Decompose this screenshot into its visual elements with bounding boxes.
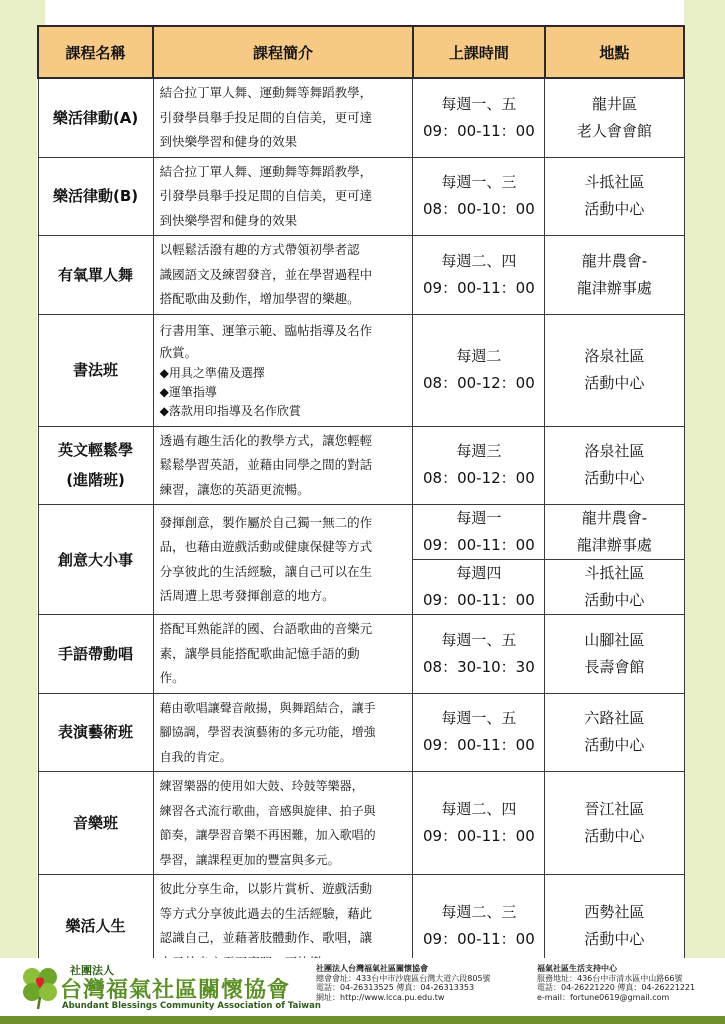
table-row bbox=[38, 772, 684, 875]
header-course-name: 課程名稱 bbox=[38, 26, 153, 78]
class-time: 每週二、四 09：00-11：00 bbox=[413, 236, 545, 315]
class-time: 每週二 08：00-12：00 bbox=[413, 314, 545, 426]
course-name: 表演藝術班 bbox=[38, 693, 153, 772]
class-time: 每週三 08：00-12：00 bbox=[413, 426, 545, 505]
footer-bar bbox=[0, 1016, 725, 1024]
class-time: 每週二、三 09：00-11：00 bbox=[413, 875, 545, 978]
course-name: 音樂班 bbox=[38, 772, 153, 875]
bullet-item: ◆用具之準備及選擇 bbox=[159, 365, 265, 380]
location: 山腳社區 長壽會館 bbox=[545, 615, 684, 694]
location: 洛泉社區 活動中心 bbox=[545, 426, 684, 505]
course-desc: 發揮創意，製作屬於自己獨一無二的作 品，也藉由遊戲活動或健康保健等方式 分享彼此的生活經驗，讓自己可以在生 活周遭上思考發揮創意的地方。 bbox=[153, 505, 413, 615]
table-row bbox=[38, 236, 684, 315]
hq-contact-info: 社團法人台灣福氣社區關懷協會 總會會址：433台中市沙鹿區台灣大道六段805號 電話：04-26313525 傳真：04-26313353 網址：http://www.lcca.pu.edu.tw bbox=[316, 964, 491, 1002]
org-name: 台灣福氣社區關懷協會 bbox=[60, 978, 291, 1003]
course-desc: 結合拉丁單人舞、運動舞等舞蹈教學， 引發學員舉手投足間的自信美，更可達 到快樂學習和健身的效果 bbox=[153, 157, 413, 236]
location: 斗抵社區 活動中心 bbox=[545, 560, 684, 615]
location: 龍井農會- 龍津辦事處 bbox=[545, 236, 684, 315]
table-row bbox=[38, 615, 684, 694]
course-name: 書法班 bbox=[38, 314, 153, 426]
course-name: 有氧單人舞 bbox=[38, 236, 153, 315]
table-header-row bbox=[38, 26, 684, 78]
course-name: 英文輕鬆學 (進階班) bbox=[38, 426, 153, 505]
course-desc: 結合拉丁單人舞、運動舞等舞蹈教學， 引發學員舉手投足間的自信美，更可達 到快樂學習和健身的效果 bbox=[153, 78, 413, 157]
location: 龍井區 老人會會館 bbox=[545, 78, 684, 157]
org-english-name: Abundant Blessings Community Association of Taiwan bbox=[62, 1001, 321, 1011]
course-table bbox=[37, 25, 685, 978]
org-prefix: 社團法人 bbox=[70, 964, 114, 977]
course-name: 樂活人生 bbox=[38, 875, 153, 978]
table-row bbox=[38, 426, 684, 505]
table-row bbox=[38, 505, 684, 560]
course-name: 樂活律動(A) bbox=[38, 78, 153, 157]
right-margin-band bbox=[684, 0, 725, 960]
class-time: 每週二、四 09：00-11：00 bbox=[413, 772, 545, 875]
course-name: 手語帶動唱 bbox=[38, 615, 153, 694]
location: 龍井農會- 龍津辦事處 bbox=[545, 505, 684, 560]
class-time: 每週一、五 08：30-10：30 bbox=[413, 615, 545, 694]
clover-heart-icon bbox=[16, 961, 64, 1011]
table-row bbox=[38, 314, 684, 426]
class-time: 每週一、五 09：00-11：00 bbox=[413, 693, 545, 772]
class-time: 每週四 09：00-11：00 bbox=[413, 560, 545, 615]
course-desc: 練習樂器的使用如大鼓、玲鼓等樂器， 練習各式流行歌曲，音感與旋律、拍子與 節奏，讓學習音樂不再困難，加入歌唱的 學習，讓課程更加的豐富與多元。 bbox=[153, 772, 413, 875]
course-desc: 藉由歌唱讓聲音敞揚，與舞蹈結合，讓手 腳協調，學習表演藝術的多元功能，增強 自我的肯定。 bbox=[153, 693, 413, 772]
course-desc: 搭配耳熟能詳的國、台語歌曲的音樂元 素，讓學員能搭配歌曲記憶手語的動 作。 bbox=[153, 615, 413, 694]
header-course-desc: 課程簡介 bbox=[153, 26, 413, 78]
header-location: 地點 bbox=[545, 26, 684, 78]
course-desc: 行書用筆、運筆示範、臨帖指導及名作 欣賞。 ◆用具之準備及選擇 ◆運筆指導 ◆落款用印指導及名作欣賞 bbox=[153, 314, 413, 426]
course-name: 創意大小事 bbox=[38, 505, 153, 615]
location: 斗抵社區 活動中心 bbox=[545, 157, 684, 236]
table-row bbox=[38, 693, 684, 772]
location: 洛泉社區 活動中心 bbox=[545, 314, 684, 426]
location: 晉江社區 活動中心 bbox=[545, 772, 684, 875]
footer bbox=[0, 958, 725, 1024]
class-time: 每週一 09：00-11：00 bbox=[413, 505, 545, 560]
header-class-time: 上課時間 bbox=[413, 26, 545, 78]
bullet-item: ◆運筆指導 bbox=[159, 384, 217, 399]
course-desc: 彼此分享生命，以影片賞析、遊戲活動 等方式分享彼此過去的生活經驗，藉此 認識自己，並藉著肢體動作、歌唱，讓 bbox=[153, 875, 413, 978]
table-row bbox=[38, 157, 684, 236]
course-desc: 透過有趣生活化的教學方式，讓您輕輕 鬆鬆學習英語，並藉由同學之間的對話 練習，讓您的英語更流暢。 bbox=[153, 426, 413, 505]
center-contact-info: 福氣社區生活支持中心 服務地址：436台中市清水區中山路66號 電話：04-26221220 傳真：04-26221221 e-mail：fortune0619@gmail.com bbox=[537, 964, 696, 1002]
bullet-item: ◆落款用印指導及名作欣賞 bbox=[159, 403, 301, 418]
course-desc: 以輕鬆活潑有趣的方式帶領初學者認 識國語文及練習發音，並在學習過程中 搭配歌曲及動作，增加學習的樂趣。 bbox=[153, 236, 413, 315]
course-name: 樂活律動(B) bbox=[38, 157, 153, 236]
table-row bbox=[38, 78, 684, 157]
class-time: 每週一、五 09：00-11：00 bbox=[413, 78, 545, 157]
location: 六路社區 活動中心 bbox=[545, 693, 684, 772]
location: 西勢社區 活動中心 bbox=[545, 875, 684, 978]
class-time: 每週一、三 08：00-10：00 bbox=[413, 157, 545, 236]
